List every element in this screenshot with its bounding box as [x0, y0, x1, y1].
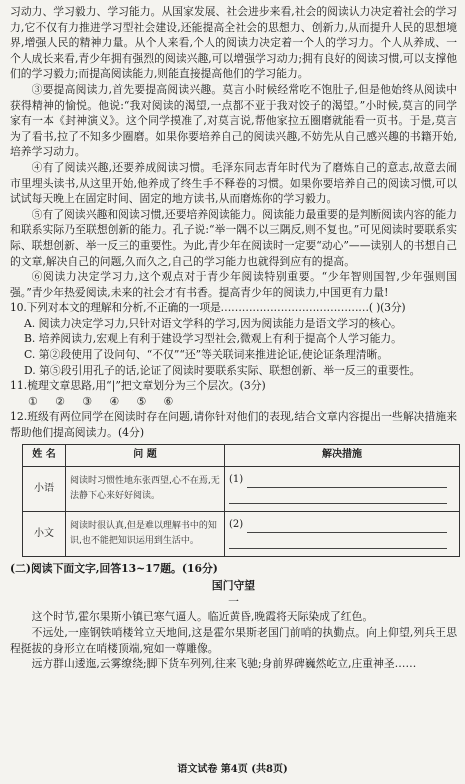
- story: [10, 578, 457, 672]
- table-header: 姓 名: [23, 444, 66, 466]
- option-a: A. 阅读力决定学习力,只针对语文学科的学习,因为阅读能力是语文学习的核心。: [24, 316, 402, 330]
- answer-number: (1): [229, 474, 244, 486]
- story-paragraph: 不远处,一座钢铁哨楼耸立天地间,这是霍尔果斯老国门前哨的执勤点。向上仰望,列兵王思程挺拔的身形立在哨楼顶端,宛如一尊雕像。: [10, 626, 457, 655]
- answer-line: [229, 533, 447, 549]
- story-part: 一: [228, 594, 239, 608]
- student-name: 小文: [23, 511, 66, 556]
- option-b: B. 培养阅读力,宏观上有利于建设学习型社会,微观上有利于提高个人学习能力。: [24, 332, 402, 346]
- student-problem: 阅读时习惯性地东张西望,心不在焉,无法静下心来好好阅读。: [66, 466, 225, 511]
- page-footer: 语文试卷 第4页 (共8页): [177, 764, 288, 776]
- question-10: [10, 300, 457, 378]
- question-stem: 12.班级有两位同学在阅读时存在问题,请你针对他们的表现,结合文章内容提出一些解决措施来帮助他们提高阅读力。(4分): [10, 410, 457, 440]
- answer-number: (2): [229, 519, 244, 531]
- question-stem: 10.下列对本文的理解和分析,不正确的一项是……………………………………( )(3分): [10, 301, 406, 315]
- answer-cell[interactable]: [225, 466, 460, 511]
- table-row: [23, 466, 460, 511]
- story-paragraph: 这个时节,霍尔果斯小镇已寒气逼人。临近黄昏,晚霞将天际染成了红色。: [31, 610, 374, 624]
- answer-line: [247, 517, 447, 533]
- passage-paragraph: ④有了阅读兴趣,还要养成阅读习惯。毛泽东同志青年时代为了磨炼自己的意志,故意去闹市里埋头读书,从这里开始,他养成了终生手不释卷的习惯。如果你要培养自己的阅读习惯,可以试试每天晚上在固定时间、固定的地方读书,从而磨炼你的学习毅力。: [10, 160, 457, 206]
- question-stem: 11.梳理文章思路,用“|”把文章划分为三个层次。(3分): [10, 379, 266, 393]
- option-d: D. 第⑤段引用孔子的话,论证了阅读时要联系实际、联想创新、举一反三的重要性。: [24, 363, 421, 377]
- answer-line: [247, 472, 447, 488]
- paragraph-order: ① ② ③ ④ ⑤ ⑥: [28, 394, 174, 408]
- answer-cell[interactable]: [225, 511, 460, 556]
- passage-paragraph: ⑥阅读力决定学习力,这个观点对于青少年阅读特别重要。“少年智则国智,少年强则国强。”青少年热爱阅读,未来的社会才有书香。提高青少年的阅读力,中国更有力量!: [10, 270, 457, 299]
- answer-table: [22, 444, 460, 557]
- story-title: 国门守望: [211, 579, 256, 593]
- answer-line: [229, 488, 447, 504]
- table-header: 解决措施: [225, 444, 460, 466]
- student-name: 小语: [23, 466, 66, 511]
- question-12: [10, 409, 457, 556]
- option-c: C. 第②段使用了设问句、“不仅”“还”等关联词来推进论证,使论证条理清晰。: [24, 348, 389, 362]
- section-heading: (二)阅读下面文字,回答13~17题。(16分): [10, 561, 218, 575]
- student-problem: 阅读时很认真,但是难以理解书中的知识,也不能把知识运用到生活中。: [66, 511, 225, 556]
- story-paragraph: 远方群山逶迤,云雾缭绕;脚下货车列列,往来飞驰;身前界碑巍然屹立,庄重神圣……: [31, 657, 417, 671]
- passage-paragraph: ③要提高阅读力,首先要提高阅读兴趣。莫言小时候经常吃不饱肚子,但是他始终从阅读中获得精神的愉悦。他说:“我对阅读的渴望,一点都不亚于我对饺子的渴望。”小时候,莫言的同学家有一本《封神演义》。这个同学摸准了,对莫言说,帮他家拉五圈磨就能看一页书。于是,莫言为了看书,拉了不知多少圈磨。如果你要培养自己的阅读兴趣,不妨先从自己感兴趣的书籍开始,培养学习动力。: [10, 82, 457, 159]
- passage-paragraph: 习动力、学习毅力、学习能力。从国家发展、社会进步来看,社会的阅读认力决定着社会的学习力,它不仅有力推进学习型社会建设,还能提高全社会的思想力、创新力,从而提升人民的思想境界,增强人民的精神力量。从个人来看,个人的阅读力决定着一个人的学习力。个人从养成、一个人成长来看,青少年拥有强烈的阅读兴趣,可以增强学习动力;拥有良好的阅读习惯,可以支撑他们的学习毅力;而提高阅读能力,则能直接提高他们的学习能力。: [10, 5, 457, 81]
- passage-paragraph: ⑤有了阅读兴趣和阅读习惯,还要培养阅读能力。阅读能力最重要的是判断阅读内容的能力和联系实际乃至联想创新的能力。孔子说:“举一隅不以三隅反,则不复也。”可见阅读时要联系实际、联想创新、举一反三的重要性。为此,青少年在阅读时一定要“动心”——读别人的书想自己的文章,解决自己的问题,久而久之,自己的学习能力也就得到应有的提高。: [10, 207, 457, 268]
- table-header: 问 题: [66, 444, 225, 466]
- question-11: [10, 378, 457, 409]
- table-row: [23, 511, 460, 556]
- passage: [10, 4, 457, 300]
